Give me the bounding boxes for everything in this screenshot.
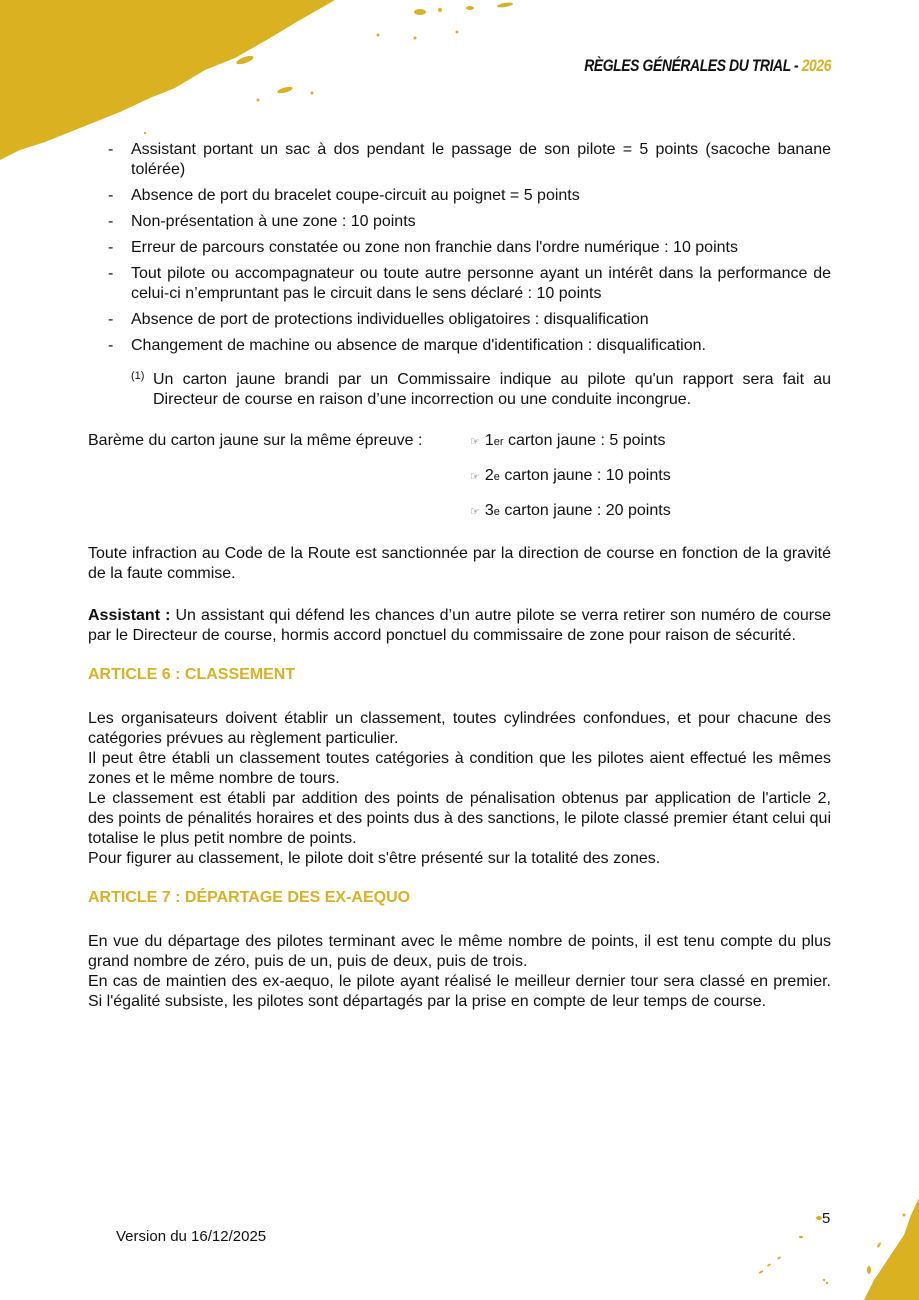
article-6-paragraph: Le classement est établi par addition des points de pénalisation obtenus par application de l'article 2, des points de pénalités horaires et des points dus à des sanctions, le pilote classé premier étant celui qui totalise le plus petit nombre de points. <box>88 790 831 847</box>
assistant-label: Assistant : <box>88 607 171 624</box>
yellow-card-number: 1 <box>484 432 494 449</box>
article-7-paragraph: En cas de maintien des ex-aequo, le pilote ayant réalisé le meilleur dernier tour sera classé en premier. Si l'égalité subsiste, les pilotes sont départagés par la prise en compte de leur temps de course. <box>88 973 831 1010</box>
yellow-card-scale <box>88 431 831 522</box>
article-6-title: ARTICLE 6 : CLASSEMENT <box>88 666 296 683</box>
yellow-card-scale-label: Barème du carton jaune sur la même épreuve : <box>88 432 423 449</box>
footnote <box>88 370 831 410</box>
yellow-card-item: ☞ 2 e carton jaune : 10 points <box>470 466 671 487</box>
footnote-text: Un carton jaune brandi par un Commissaire indique au pilote qu'un rapport sera fait au Directeur de course en raison d’une incorrection ou une conduite incongrue. <box>153 371 831 408</box>
article-7-title: ARTICLE 7 : DÉPARTAGE DES EX-AEQUO <box>88 889 411 906</box>
page-number: 5 <box>822 1210 831 1227</box>
article-6-paragraph: Il peut être établi un classement toutes catégories à condition que les pilotes aient effectué les mêmes zones et le même nombre de tours. <box>88 750 831 787</box>
footer-version: Version du 16/12/2025 <box>116 1228 267 1245</box>
pointing-hand-icon: ☞ <box>470 436 480 448</box>
penalty-item: - Erreur de parcours constatée ou zone non franchie dans l'ordre numérique : 10 points <box>88 238 831 258</box>
penalty-item: - Absence de port de protections individuelles obligatoires : disqualification <box>88 310 831 330</box>
article-6-paragraph: Les organisateurs doivent établir un classement, toutes cylindrées confondues, et pour chacune des catégories prévues au règlement particulier. <box>88 710 831 747</box>
yellow-card-text: carton jaune : 10 points <box>499 467 671 484</box>
yellow-card-text: carton jaune : 20 points <box>499 502 671 519</box>
article-7-paragraph: En vue du départage des pilotes terminant avec le même nombre de points, il est tenu compte du plus grand nombre de zéro, puis de un, puis de deux, puis de trois. <box>88 933 831 970</box>
yellow-card-number: 2 <box>484 467 494 484</box>
penalty-item: - Changement de machine ou absence de marque d'identification : disqualification. <box>88 336 831 356</box>
yellow-card-number: 3 <box>484 502 494 519</box>
penalty-item: - Non-présentation à une zone : 10 points <box>88 212 831 232</box>
header-title-text: RÈGLES GÉNÉRALES DU TRIAL - <box>584 56 802 75</box>
assistant-text: Un assistant qui défend les chances d’un autre pilote se verra retirer son numéro de course par le Directeur de course, hormis accord ponctuel du commissaire de zone pour raison de sécurité. <box>88 607 832 644</box>
assistant-paragraph <box>88 606 831 646</box>
document-header-title <box>584 56 831 76</box>
page-content <box>88 140 831 1012</box>
penalty-item: - Absence de port du bracelet coupe-circuit au poignet = 5 points <box>88 186 831 206</box>
penalty-item: - Tout pilote ou accompagnateur ou toute autre personne ayant un intérêt dans la performance de celui-ci n’empruntant pas le circuit dans le sens déclaré : 10 points <box>88 264 831 304</box>
footnote-marker: (1) <box>131 370 145 382</box>
yellow-card-item: ☞ 3 e carton jaune : 20 points <box>470 501 671 522</box>
article-6-paragraph: Pour figurer au classement, le pilote doit s'être présenté sur la totalité des zones. <box>88 850 661 867</box>
yellow-card-item: ☞ 1 er carton jaune : 5 points <box>470 431 671 452</box>
pointing-hand-icon: ☞ <box>470 471 480 483</box>
yellow-card-scale-list <box>470 431 671 522</box>
code-route-paragraph: Toute infraction au Code de la Route est sanctionnée par la direction de course en fonction de la gravité de la faute commise. <box>88 545 831 582</box>
penalty-item: - Assistant portant un sac à dos pendant le passage de son pilote = 5 points (sacoche banane tolérée) <box>88 140 831 180</box>
gold-paint-splash-bottom <box>739 1190 919 1300</box>
pointing-hand-icon: ☞ <box>470 506 480 518</box>
yellow-card-text: carton jaune : 5 points <box>503 432 666 449</box>
penalty-list <box>88 140 831 356</box>
header-year: 2026 <box>801 56 831 75</box>
